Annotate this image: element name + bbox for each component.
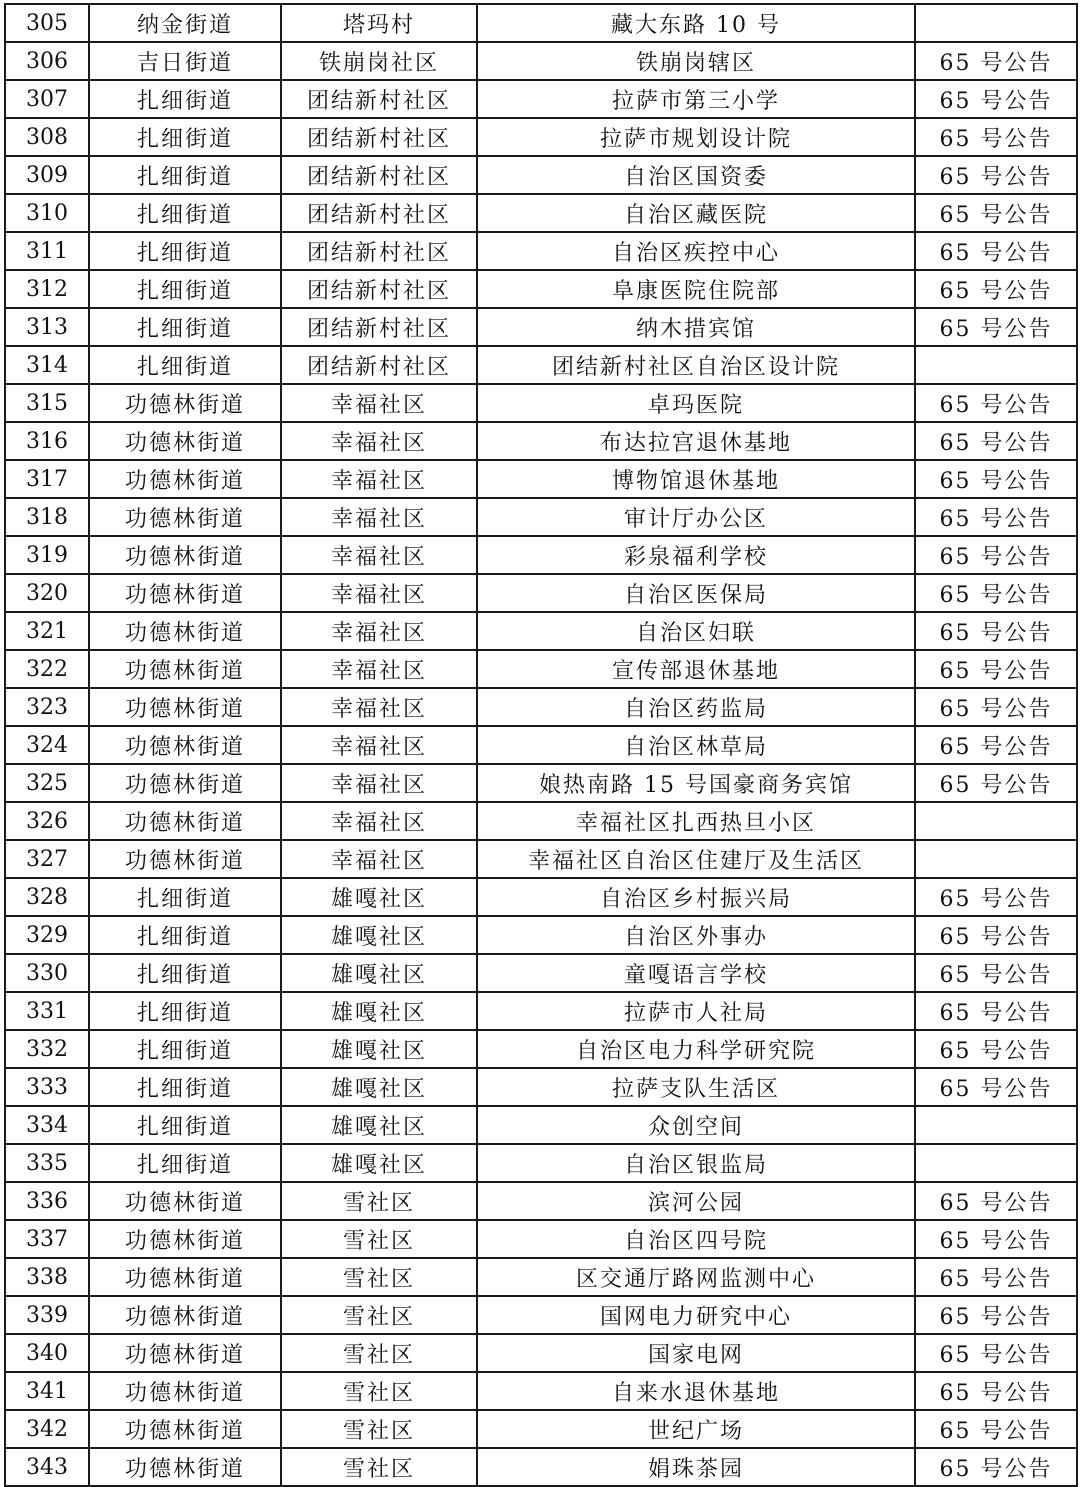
note-cell (915, 4, 1077, 42)
note-cell: 65 号公告 (915, 612, 1077, 650)
place-cell: 国网电力研究中心 (477, 1296, 915, 1334)
community-cell: 雪社区 (281, 1296, 477, 1334)
place-cell: 博物馆退休基地 (477, 460, 915, 498)
street-cell: 扎细街道 (89, 156, 281, 194)
community-cell: 铁崩岗社区 (281, 42, 477, 80)
table-row (5, 536, 1077, 574)
street-cell: 功德林街道 (89, 1372, 281, 1410)
note-cell: 65 号公告 (915, 270, 1077, 308)
row-number: 334 (5, 1106, 89, 1144)
row-number: 332 (5, 1030, 89, 1068)
street-cell: 功德林街道 (89, 650, 281, 688)
street-cell: 功德林街道 (89, 1258, 281, 1296)
note-cell: 65 号公告 (915, 1258, 1077, 1296)
row-number: 343 (5, 1448, 89, 1486)
row-number: 317 (5, 460, 89, 498)
place-cell: 铁崩岗辖区 (477, 42, 915, 80)
row-number: 338 (5, 1258, 89, 1296)
community-cell: 雄嘎社区 (281, 1144, 477, 1182)
row-number: 313 (5, 308, 89, 346)
community-cell: 幸福社区 (281, 536, 477, 574)
community-cell: 幸福社区 (281, 650, 477, 688)
note-cell: 65 号公告 (915, 536, 1077, 574)
community-cell: 团结新村社区 (281, 80, 477, 118)
row-number: 316 (5, 422, 89, 460)
note-cell: 65 号公告 (915, 1372, 1077, 1410)
row-number: 329 (5, 916, 89, 954)
table-row (5, 308, 1077, 346)
street-cell: 功德林街道 (89, 1296, 281, 1334)
street-cell: 功德林街道 (89, 764, 281, 802)
row-number: 335 (5, 1144, 89, 1182)
community-cell: 团结新村社区 (281, 346, 477, 384)
row-number: 326 (5, 802, 89, 840)
row-number: 322 (5, 650, 89, 688)
community-cell: 幸福社区 (281, 840, 477, 878)
table-row (5, 1068, 1077, 1106)
row-number: 321 (5, 612, 89, 650)
place-cell: 自治区银监局 (477, 1144, 915, 1182)
community-cell: 雄嘎社区 (281, 1106, 477, 1144)
street-cell: 扎细街道 (89, 270, 281, 308)
row-number: 342 (5, 1410, 89, 1448)
note-cell: 65 号公告 (915, 1220, 1077, 1258)
note-cell (915, 802, 1077, 840)
street-cell: 扎细街道 (89, 232, 281, 270)
note-cell (915, 840, 1077, 878)
row-number: 328 (5, 878, 89, 916)
table-row (5, 1372, 1077, 1410)
table-row (5, 1220, 1077, 1258)
note-cell: 65 号公告 (915, 1030, 1077, 1068)
note-cell: 65 号公告 (915, 574, 1077, 612)
community-cell: 团结新村社区 (281, 118, 477, 156)
street-cell: 功德林街道 (89, 498, 281, 536)
street-cell: 扎细街道 (89, 1144, 281, 1182)
community-cell: 团结新村社区 (281, 194, 477, 232)
community-cell: 雄嘎社区 (281, 1030, 477, 1068)
street-cell: 扎细街道 (89, 80, 281, 118)
note-cell: 65 号公告 (915, 650, 1077, 688)
row-number: 305 (5, 4, 89, 42)
community-cell: 雄嘎社区 (281, 992, 477, 1030)
street-cell: 功德林街道 (89, 726, 281, 764)
place-cell: 众创空间 (477, 1106, 915, 1144)
place-cell: 区交通厅路网监测中心 (477, 1258, 915, 1296)
note-cell: 65 号公告 (915, 118, 1077, 156)
note-cell: 65 号公告 (915, 308, 1077, 346)
place-cell: 自治区林草局 (477, 726, 915, 764)
row-number: 306 (5, 42, 89, 80)
place-cell: 幸福社区自治区住建厅及生活区 (477, 840, 915, 878)
street-cell: 扎细街道 (89, 878, 281, 916)
community-cell: 幸福社区 (281, 726, 477, 764)
risk-area-table (4, 3, 1078, 1487)
row-number: 311 (5, 232, 89, 270)
row-number: 318 (5, 498, 89, 536)
row-number: 309 (5, 156, 89, 194)
note-cell: 65 号公告 (915, 688, 1077, 726)
table-row (5, 726, 1077, 764)
table-row (5, 878, 1077, 916)
note-cell: 65 号公告 (915, 992, 1077, 1030)
table-row (5, 346, 1077, 384)
table-row (5, 1106, 1077, 1144)
note-cell: 65 号公告 (915, 954, 1077, 992)
row-number: 337 (5, 1220, 89, 1258)
table-row (5, 156, 1077, 194)
place-cell: 自治区妇联 (477, 612, 915, 650)
place-cell: 拉萨支队生活区 (477, 1068, 915, 1106)
community-cell: 幸福社区 (281, 688, 477, 726)
note-cell: 65 号公告 (915, 422, 1077, 460)
row-number: 336 (5, 1182, 89, 1220)
place-cell: 拉萨市人社局 (477, 992, 915, 1030)
row-number: 325 (5, 764, 89, 802)
table-row (5, 1334, 1077, 1372)
community-cell: 幸福社区 (281, 384, 477, 422)
community-cell: 团结新村社区 (281, 270, 477, 308)
row-number: 324 (5, 726, 89, 764)
street-cell: 功德林街道 (89, 1334, 281, 1372)
community-cell: 雪社区 (281, 1448, 477, 1486)
community-cell: 雪社区 (281, 1334, 477, 1372)
table-row (5, 1182, 1077, 1220)
community-cell: 幸福社区 (281, 612, 477, 650)
table-row (5, 802, 1077, 840)
table-row (5, 650, 1077, 688)
place-cell: 自治区电力科学研究院 (477, 1030, 915, 1068)
street-cell: 功德林街道 (89, 536, 281, 574)
note-cell: 65 号公告 (915, 42, 1077, 80)
note-cell: 65 号公告 (915, 1448, 1077, 1486)
table-row (5, 954, 1077, 992)
note-cell: 65 号公告 (915, 726, 1077, 764)
street-cell: 功德林街道 (89, 1220, 281, 1258)
street-cell: 功德林街道 (89, 574, 281, 612)
community-cell: 幸福社区 (281, 498, 477, 536)
street-cell: 功德林街道 (89, 612, 281, 650)
table-row (5, 992, 1077, 1030)
community-cell: 团结新村社区 (281, 232, 477, 270)
row-number: 331 (5, 992, 89, 1030)
place-cell: 布达拉宫退休基地 (477, 422, 915, 460)
street-cell: 功德林街道 (89, 688, 281, 726)
community-cell: 幸福社区 (281, 802, 477, 840)
note-cell: 65 号公告 (915, 156, 1077, 194)
row-number: 319 (5, 536, 89, 574)
table-row (5, 460, 1077, 498)
community-cell: 雪社区 (281, 1182, 477, 1220)
row-number: 333 (5, 1068, 89, 1106)
place-cell: 自治区外事办 (477, 916, 915, 954)
table-row (5, 1030, 1077, 1068)
place-cell: 自治区疾控中心 (477, 232, 915, 270)
table-row (5, 4, 1077, 42)
row-number: 314 (5, 346, 89, 384)
table-row (5, 916, 1077, 954)
place-cell: 藏大东路 10 号 (477, 4, 915, 42)
street-cell: 扎细街道 (89, 954, 281, 992)
street-cell: 功德林街道 (89, 384, 281, 422)
community-cell: 雪社区 (281, 1410, 477, 1448)
place-cell: 娟珠茶园 (477, 1448, 915, 1486)
table-row (5, 422, 1077, 460)
street-cell: 扎细街道 (89, 1030, 281, 1068)
note-cell: 65 号公告 (915, 80, 1077, 118)
community-cell: 雪社区 (281, 1372, 477, 1410)
street-cell: 功德林街道 (89, 802, 281, 840)
street-cell: 功德林街道 (89, 460, 281, 498)
community-cell: 雪社区 (281, 1220, 477, 1258)
place-cell: 童嘎语言学校 (477, 954, 915, 992)
community-cell: 雄嘎社区 (281, 954, 477, 992)
street-cell: 扎细街道 (89, 1068, 281, 1106)
place-cell: 自治区药监局 (477, 688, 915, 726)
community-cell: 雄嘎社区 (281, 916, 477, 954)
table-row (5, 574, 1077, 612)
community-cell: 幸福社区 (281, 574, 477, 612)
place-cell: 滨河公园 (477, 1182, 915, 1220)
note-cell: 65 号公告 (915, 916, 1077, 954)
row-number: 330 (5, 954, 89, 992)
note-cell: 65 号公告 (915, 498, 1077, 536)
community-cell: 幸福社区 (281, 764, 477, 802)
table-row (5, 1144, 1077, 1182)
street-cell: 纳金街道 (89, 4, 281, 42)
table-row (5, 194, 1077, 232)
place-cell: 卓玛医院 (477, 384, 915, 422)
table-body (5, 4, 1077, 1486)
street-cell: 功德林街道 (89, 422, 281, 460)
street-cell: 功德林街道 (89, 1410, 281, 1448)
table-row (5, 688, 1077, 726)
table-row (5, 1448, 1077, 1486)
community-cell: 雪社区 (281, 1258, 477, 1296)
place-cell: 拉萨市第三小学 (477, 80, 915, 118)
place-cell: 自治区国资委 (477, 156, 915, 194)
street-cell: 扎细街道 (89, 308, 281, 346)
table-row (5, 232, 1077, 270)
street-cell: 功德林街道 (89, 1182, 281, 1220)
row-number: 320 (5, 574, 89, 612)
place-cell: 自治区四号院 (477, 1220, 915, 1258)
row-number: 315 (5, 384, 89, 422)
place-cell: 纳木措宾馆 (477, 308, 915, 346)
street-cell: 功德林街道 (89, 840, 281, 878)
street-cell: 扎细街道 (89, 346, 281, 384)
table-row (5, 840, 1077, 878)
table-row (5, 1258, 1077, 1296)
row-number: 340 (5, 1334, 89, 1372)
row-number: 310 (5, 194, 89, 232)
place-cell: 国家电网 (477, 1334, 915, 1372)
table-row (5, 1410, 1077, 1448)
table-row (5, 42, 1077, 80)
note-cell (915, 1144, 1077, 1182)
note-cell (915, 346, 1077, 384)
community-cell: 塔玛村 (281, 4, 477, 42)
street-cell: 扎细街道 (89, 992, 281, 1030)
note-cell: 65 号公告 (915, 1334, 1077, 1372)
table-row (5, 270, 1077, 308)
note-cell: 65 号公告 (915, 878, 1077, 916)
table-row (5, 1296, 1077, 1334)
note-cell: 65 号公告 (915, 384, 1077, 422)
table-row (5, 498, 1077, 536)
place-cell: 阜康医院住院部 (477, 270, 915, 308)
street-cell: 扎细街道 (89, 194, 281, 232)
note-cell: 65 号公告 (915, 460, 1077, 498)
street-cell: 功德林街道 (89, 1448, 281, 1486)
note-cell: 65 号公告 (915, 1068, 1077, 1106)
place-cell: 自治区藏医院 (477, 194, 915, 232)
place-cell: 审计厅办公区 (477, 498, 915, 536)
table-row (5, 764, 1077, 802)
row-number: 341 (5, 1372, 89, 1410)
place-cell: 宣传部退休基地 (477, 650, 915, 688)
street-cell: 扎细街道 (89, 118, 281, 156)
place-cell: 世纪广场 (477, 1410, 915, 1448)
community-cell: 幸福社区 (281, 422, 477, 460)
table-row (5, 384, 1077, 422)
street-cell: 扎细街道 (89, 916, 281, 954)
place-cell: 自来水退休基地 (477, 1372, 915, 1410)
row-number: 312 (5, 270, 89, 308)
row-number: 308 (5, 118, 89, 156)
place-cell: 拉萨市规划设计院 (477, 118, 915, 156)
place-cell: 彩泉福利学校 (477, 536, 915, 574)
row-number: 323 (5, 688, 89, 726)
row-number: 327 (5, 840, 89, 878)
street-cell: 扎细街道 (89, 1106, 281, 1144)
table-row (5, 118, 1077, 156)
table-row (5, 80, 1077, 118)
note-cell: 65 号公告 (915, 1182, 1077, 1220)
note-cell: 65 号公告 (915, 232, 1077, 270)
community-cell: 团结新村社区 (281, 308, 477, 346)
place-cell: 自治区医保局 (477, 574, 915, 612)
place-cell: 自治区乡村振兴局 (477, 878, 915, 916)
row-number: 307 (5, 80, 89, 118)
note-cell: 65 号公告 (915, 764, 1077, 802)
row-number: 339 (5, 1296, 89, 1334)
place-cell: 团结新村社区自治区设计院 (477, 346, 915, 384)
community-cell: 雄嘎社区 (281, 878, 477, 916)
community-cell: 团结新村社区 (281, 156, 477, 194)
community-cell: 雄嘎社区 (281, 1068, 477, 1106)
place-cell: 娘热南路 15 号国豪商务宾馆 (477, 764, 915, 802)
note-cell (915, 1106, 1077, 1144)
note-cell: 65 号公告 (915, 1410, 1077, 1448)
table-row (5, 612, 1077, 650)
street-cell: 吉日街道 (89, 42, 281, 80)
place-cell: 幸福社区扎西热旦小区 (477, 802, 915, 840)
note-cell: 65 号公告 (915, 1296, 1077, 1334)
community-cell: 幸福社区 (281, 460, 477, 498)
note-cell: 65 号公告 (915, 194, 1077, 232)
